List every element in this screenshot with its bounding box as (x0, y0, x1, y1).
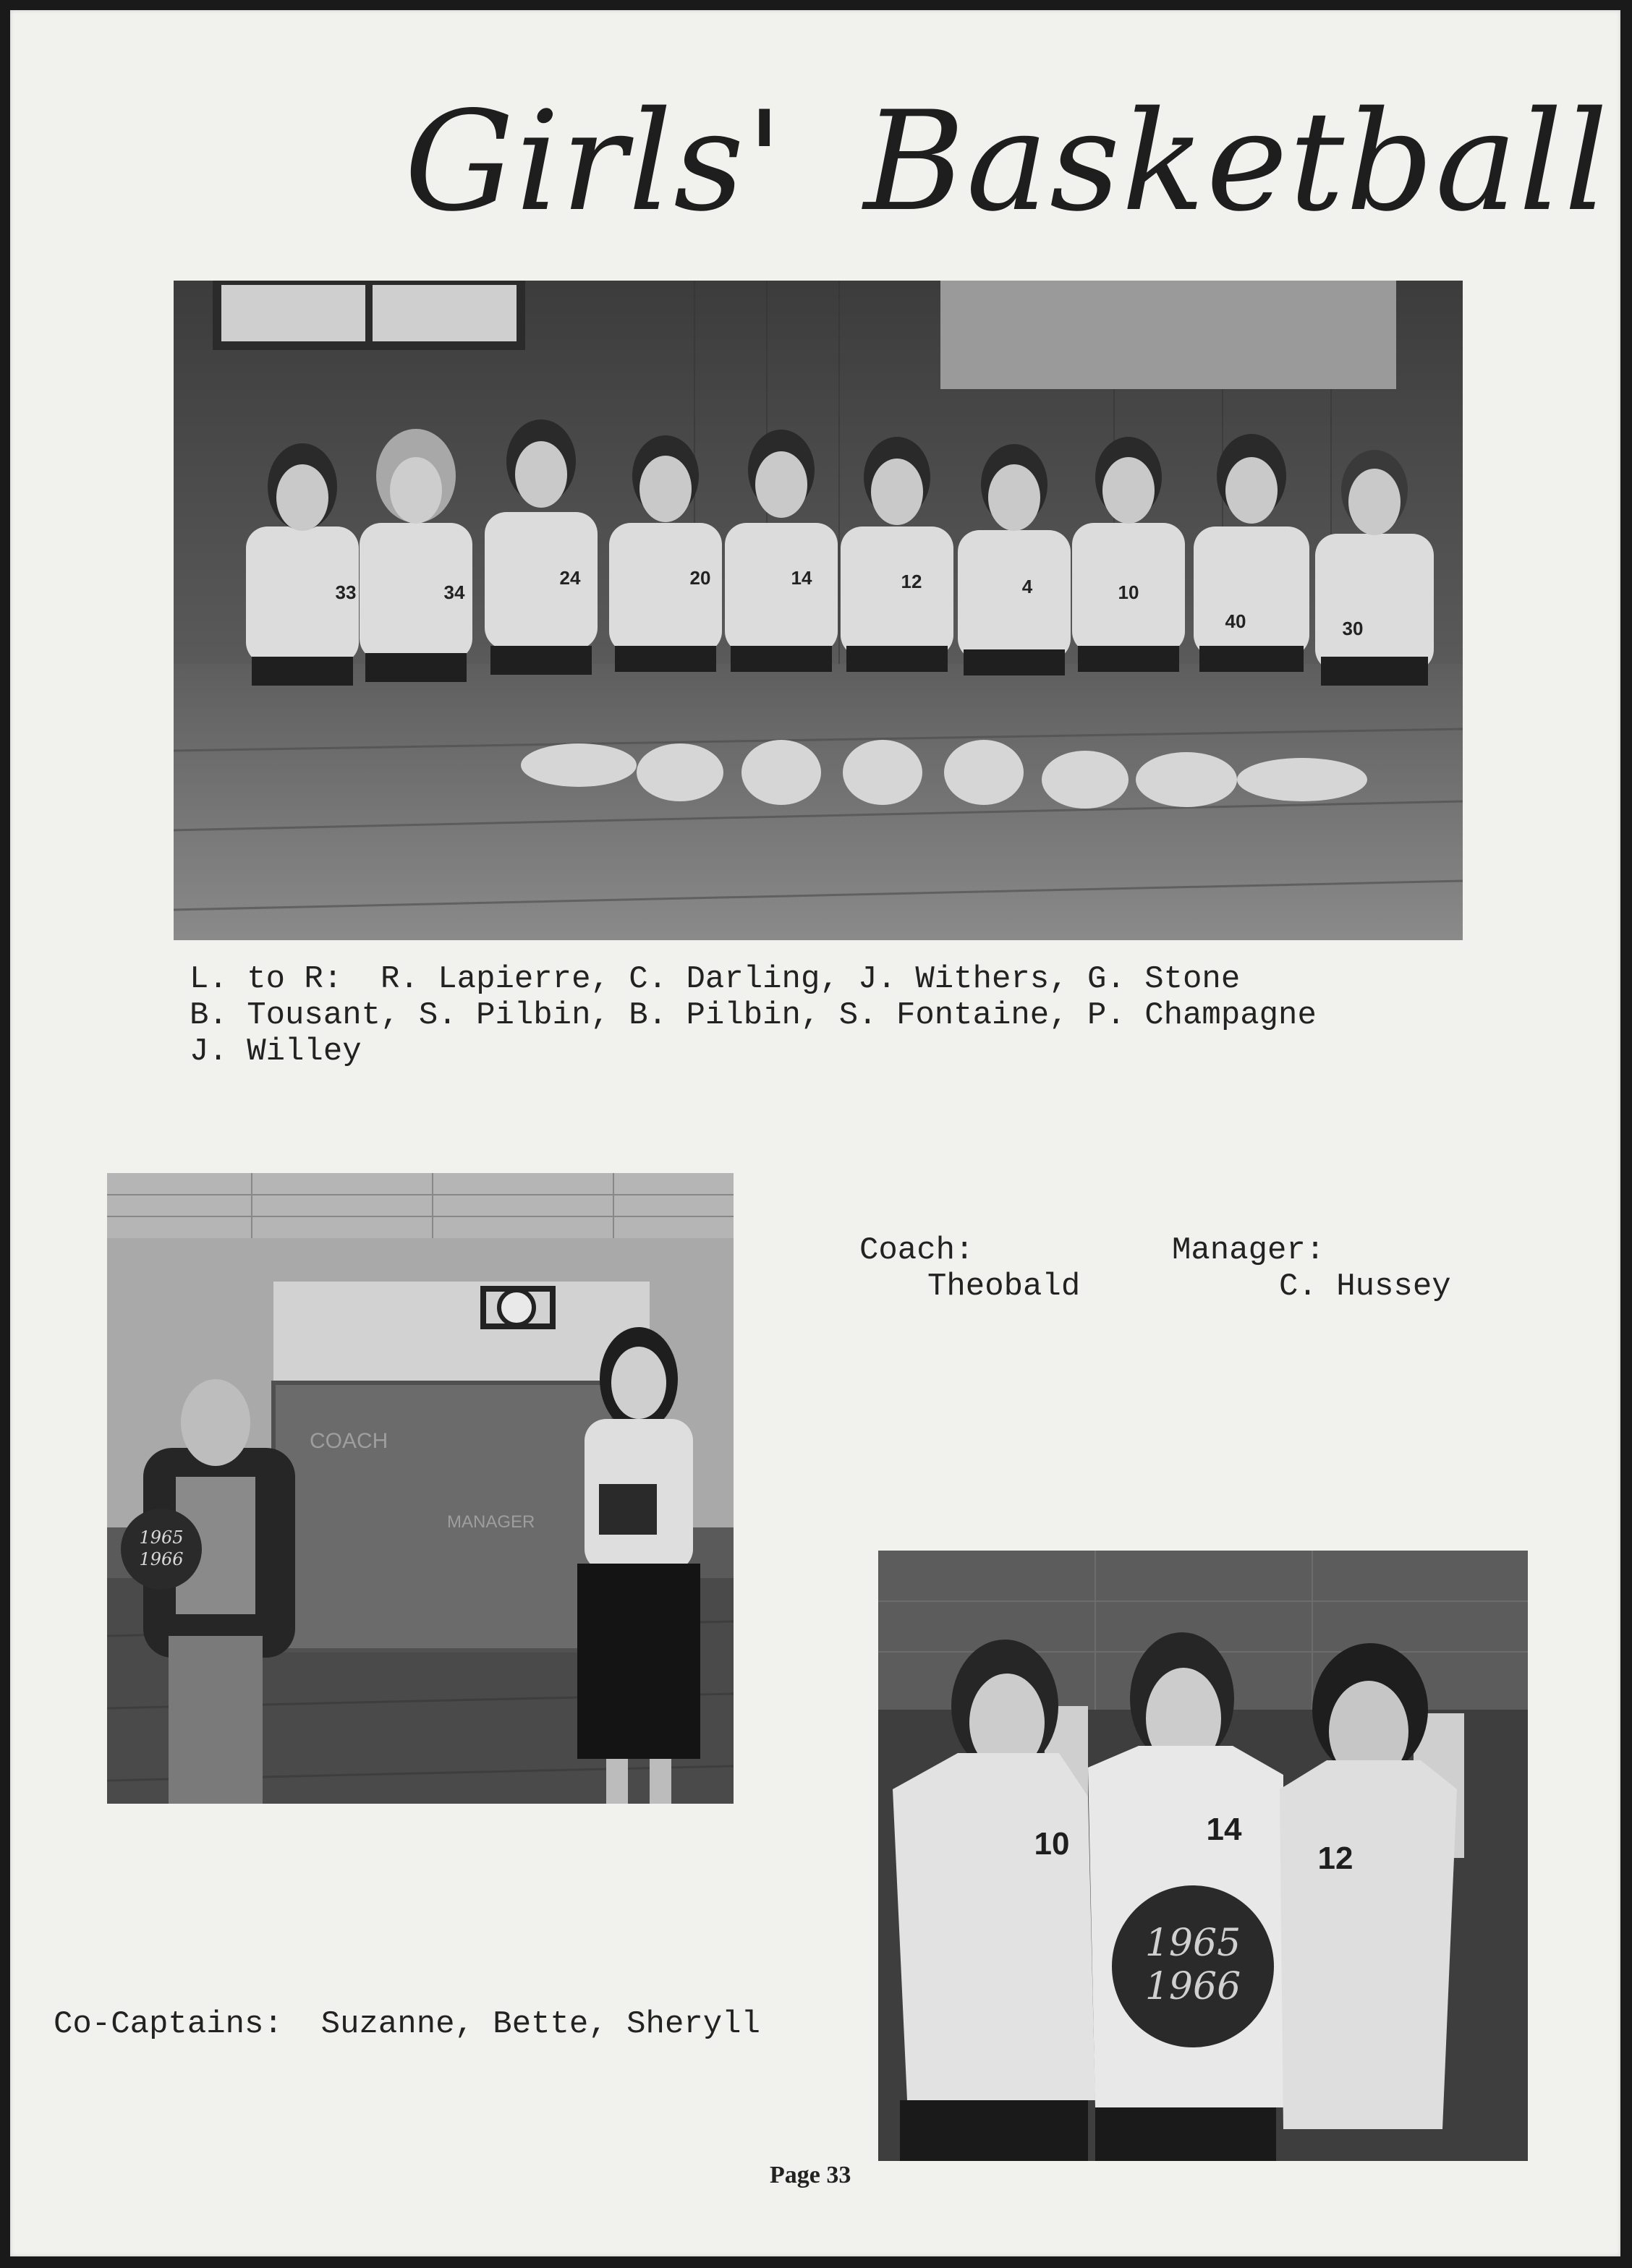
coach-name: Theobald (927, 1269, 1081, 1305)
jersey-number: 24 (559, 567, 581, 589)
team-photo (174, 281, 1463, 940)
cocaptains-caption (54, 2006, 760, 2042)
caption-line-2: B. Tousant, S. Pilbin, B. Pilbin, S. Fontaine, P. Champagne (190, 997, 1317, 1033)
team-photo-image (174, 281, 1463, 940)
captain-ball-year-bottom: 1966 (1144, 1965, 1241, 2008)
jersey-number: 14 (791, 567, 812, 589)
coach-ball-year-top: 1965 (139, 1527, 184, 1548)
coach-manager-image (107, 1173, 734, 1804)
cocaptains-image (878, 1551, 1528, 2161)
captain-jersey-number: 10 (1034, 1826, 1070, 1862)
cocaptains-label: Co-Captains: (54, 2006, 283, 2042)
jersey-number: 10 (1118, 581, 1139, 603)
manager-name: C. Hussey (1279, 1269, 1451, 1305)
manager-label: Manager: (1172, 1232, 1325, 1269)
yearbook-page (10, 10, 1620, 2256)
captain-ball-year-top: 1965 (1144, 1922, 1241, 1965)
caption-line-3: J. Willey (190, 1033, 362, 1070)
jersey-number: 34 (443, 581, 465, 603)
title-girls: Girls' (404, 82, 785, 242)
caption-line-1: L. to R: R. Lapierre, C. Darling, J. Withers, G. Stone (190, 961, 1241, 997)
coach-label: Coach: (859, 1232, 974, 1269)
cocaptains-names: Suzanne, Bette, Sheryll (320, 2006, 760, 2042)
title-basketball: Basketball (864, 82, 1610, 242)
board-manager-text: MANAGER (447, 1512, 535, 1532)
jersey-number: 30 (1342, 618, 1364, 639)
team-caption (190, 961, 1317, 1070)
page-number: Page 33 (770, 2162, 851, 2188)
jersey-number: 20 (689, 567, 711, 589)
coach-ball-year-bottom: 1966 (139, 1549, 184, 1569)
board-coach-text: COACH (310, 1429, 388, 1453)
jersey-number: 33 (335, 581, 357, 603)
captain-jersey-number: 12 (1317, 1841, 1353, 1876)
jersey-number: 4 (1021, 576, 1033, 597)
jersey-number: 12 (901, 571, 922, 592)
cocaptains-photo (878, 1551, 1528, 2161)
captain-jersey-number: 14 (1206, 1812, 1242, 1847)
jersey-number: 40 (1225, 610, 1246, 632)
coach-manager-photo (107, 1173, 734, 1804)
